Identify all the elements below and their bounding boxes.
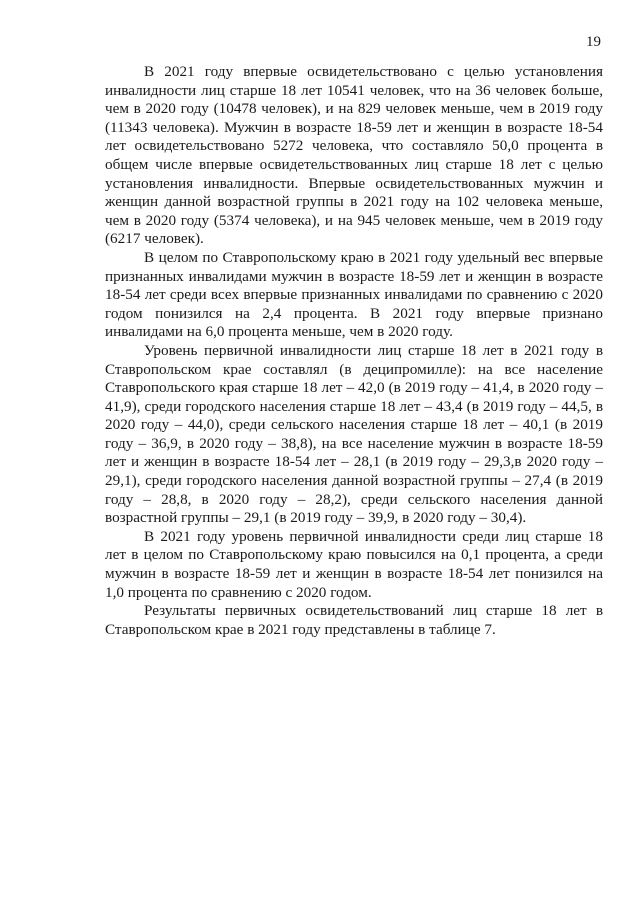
paragraph-table-reference: Результаты первичных освидетельствований лиц старше 18 лет в Ставропольском крае в 2021 году представлены в таблице 7. <box>105 602 603 638</box>
paragraph-disability-level: Уровень первичной инвалидности лиц старше 18 лет в 2021 году в Ставропольском крае составлял (в деципромилле): на все население Ставропольского края старше 18 лет – 42,0 (в 2019 году – 41,4, в 2020 году – 41,9), среди городского населения старше 18 лет – 43,4 (в 2019 году – 44,5, в 2020 году – 44,0), среди сельского населения старше 18 лет – 40,1 (в 2019 году – 36,9, в 2020 году – 38,8), на все население мужчин в возрасте 18-59 лет и женщин в возрасте 18-54 лет – 28,1 (в 2019 году – 29,3,в 2020 году – 29,1), среди городского населения данной возрастной группы – 27,4 (в 2019 году – 28,8, в 2020 году – 28,2), среди сельского населения данной возрастной группы – 29,1 (в 2019 году – 39,9, в 2020 году – 30,4). <box>105 341 603 527</box>
document-body <box>105 63 603 639</box>
paragraph-share-working-age: В целом по Ставропольскому краю в 2021 году удельный вес впервые признанных инвалидами мужчин в возрасте 18-59 лет и женщин в возрасте 18-54 лет среди всех впервые признанных инвалидами по сравнению с 2020 годом понизился на 2,4 процента. В 2021 году впервые признано инвалидами на 6,0 процента меньше, чем в 2020 году. <box>105 248 603 341</box>
paragraph-first-time-examinations: В 2021 году впервые освидетельствовано с целью установления инвалидности лиц старше 18 лет 10541 человек, что на 36 человек больше, чем в 2020 году (10478 человек), и на 829 человек меньше, чем в 2019 году (11343 человека). Мужчин в возрасте 18-59 лет и женщин в возрасте 18-54 лет освидетельствовано 5272 человека, что составляло 50,0 процента в общем числе впервые освидетельствованных лиц старше 18 лет с целью установления инвалидности. Впервые освидетельствованных мужчин и женщин данной возрастной группы в 2021 году на 102 человека меньше, чем в 2020 году (5374 человека), и на 945 человек меньше, чем в 2019 году (6217 человек). <box>105 63 603 248</box>
paragraph-level-change: В 2021 году уровень первичной инвалидности среди лиц старше 18 лет в целом по Ставропольскому краю повысился на 0,1 процента, а среди мужчин в возрасте 18-59 лет и женщин в возрасте 18-54 лет понизился на 1,0 процента по сравнению с 2020 годом. <box>105 527 603 601</box>
page-number: 19 <box>586 34 601 50</box>
